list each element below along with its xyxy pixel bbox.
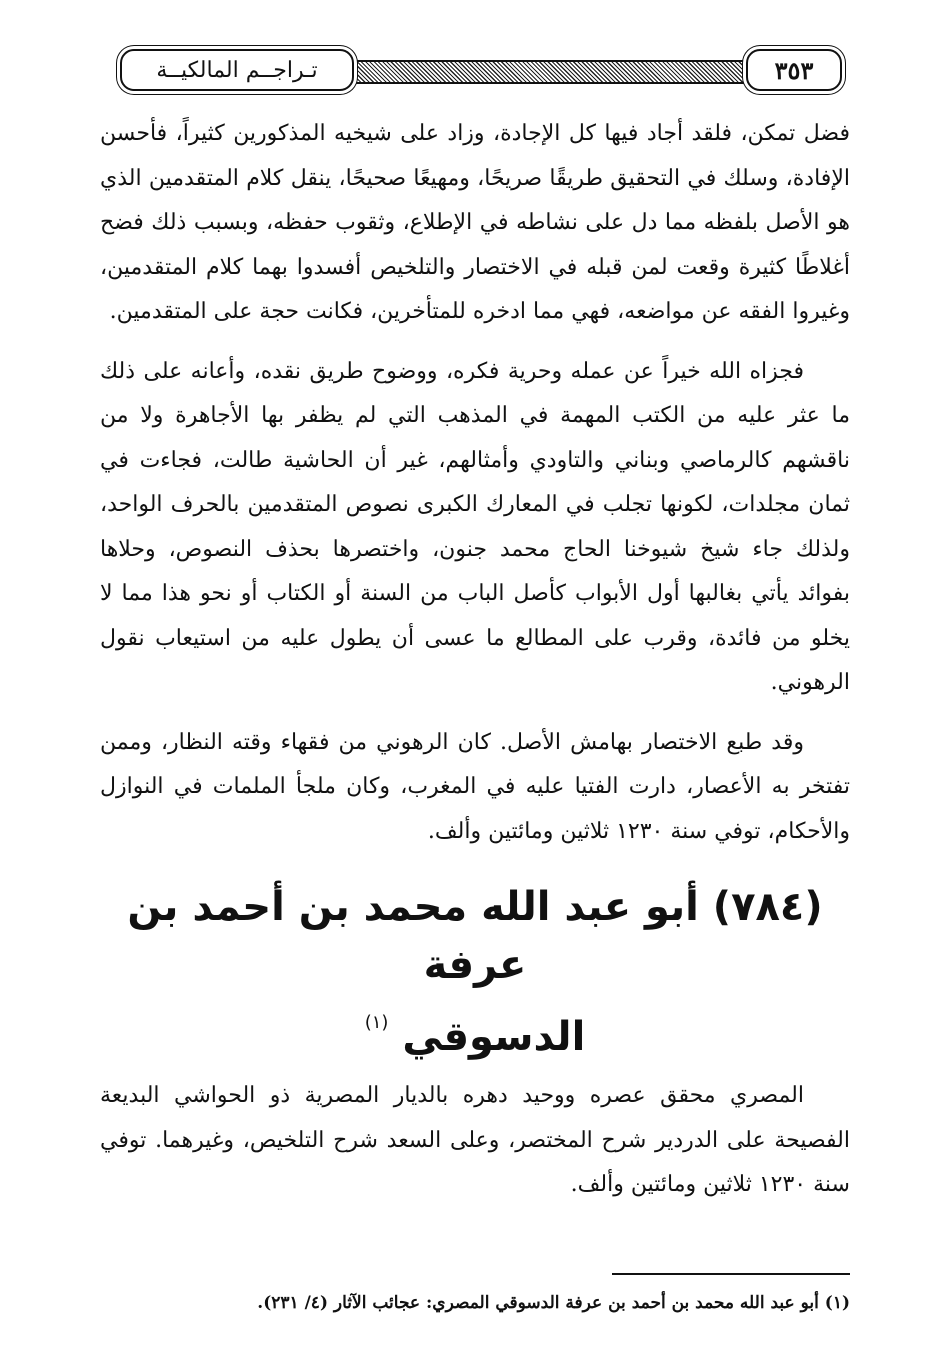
footnote-marker: (١) [364,1012,389,1033]
running-title: تـراجــم المالكيــة [120,49,354,91]
page-body [100,112,850,1208]
entry-heading-line-1: (٧٨٤) أبو عبد الله محمد بن أحمد بن عرفة [127,884,823,988]
paragraph-4: المصري محقق عصره ووحيد دهره بالديار المصرية ذو الحواشي البديعة الفصيحة على الدردير شرح المختصر، وعلى السعد شرح التلخيص، وغيرهما. توفي سنة ١٢٣٠ ثلاثين ومائتين وألف. [100,1083,850,1197]
footnote-separator [612,1273,850,1275]
entry-heading [100,878,850,1066]
paragraph-1: فضل تمكن، فلقد أجاد فيها كل الإجادة، وزاد على شيخيه المذكورين كثيراً، فأحسن الإفادة، وسلك في التحقيق طريقًا صريحًا، ومهيعًا صحيحًا، ينقل كلام المتقدمين الذي هو الأصل بلفظه مما دل على نشاطه في الإطلاع، وثقوب حفظه، وبسبب ذلك فضح أغلاطًا كثيرة وقعت لمن قبله في الاختصار والتلخيص أفسدوا بهما كلام المتقدمين، وغيروا الفقه عن مواضعه، فهي مما ادخره للمتأخرين، فكانت حجة على المتقدمين. [100,121,850,324]
footnote: (١) أبو عبد الله محمد بن أحمد بن عرفة الدسوقي المصري: عجائب الآثار (٤/ ٢٣١). [257,1293,850,1313]
paragraph-2: فجزاه الله خيراً عن عمله وحرية فكره، ووضوح طريق نقده، وأعانه على ذلك ما عثر عليه من الكتب المهمة في المذهب التي لم يظفر بها الأجاهرة ولا من ناقشهم كالرماصي وبناني والتاودي وأمثالهم، غير أن الحاشية طالت، فجاءت في ثمان مجلدات، لكونها تجلب في المعارك الكبرى نصوص المتقدمين بالحرف الواحد، ولذلك جاء شيخ شيوخنا الحاج محمد جنون، واختصرها بحذف النصوص، وحلاها بفوائد يأتي بغالبها أول الأبواب كأصل الباب من السنة أو الكتاب أو نحو هذا مما لا يخلو من فائدة، وقرب على المطالع ما عسى أن يطول عليه من استيعاب نقول الرهوني. [100,358,850,695]
entry-heading-line-2-wrap [100,994,850,1066]
page-number: ٣٥٣ [746,49,842,91]
page-header [112,44,852,100]
entry-heading-line-2: الدسوقي [402,1014,586,1060]
paragraph-3: وقد طبع الاختصار بهامش الأصل. كان الرهوني من فقهاء وقته النظار، وممن تفتخر به الأعصار، دارت الفتيا عليه في المغرب، وكان ملجأ الملمات في النوازل والأحكام، توفي سنة ١٢٣٠ ثلاثين ومائتين وألف. [100,729,850,844]
